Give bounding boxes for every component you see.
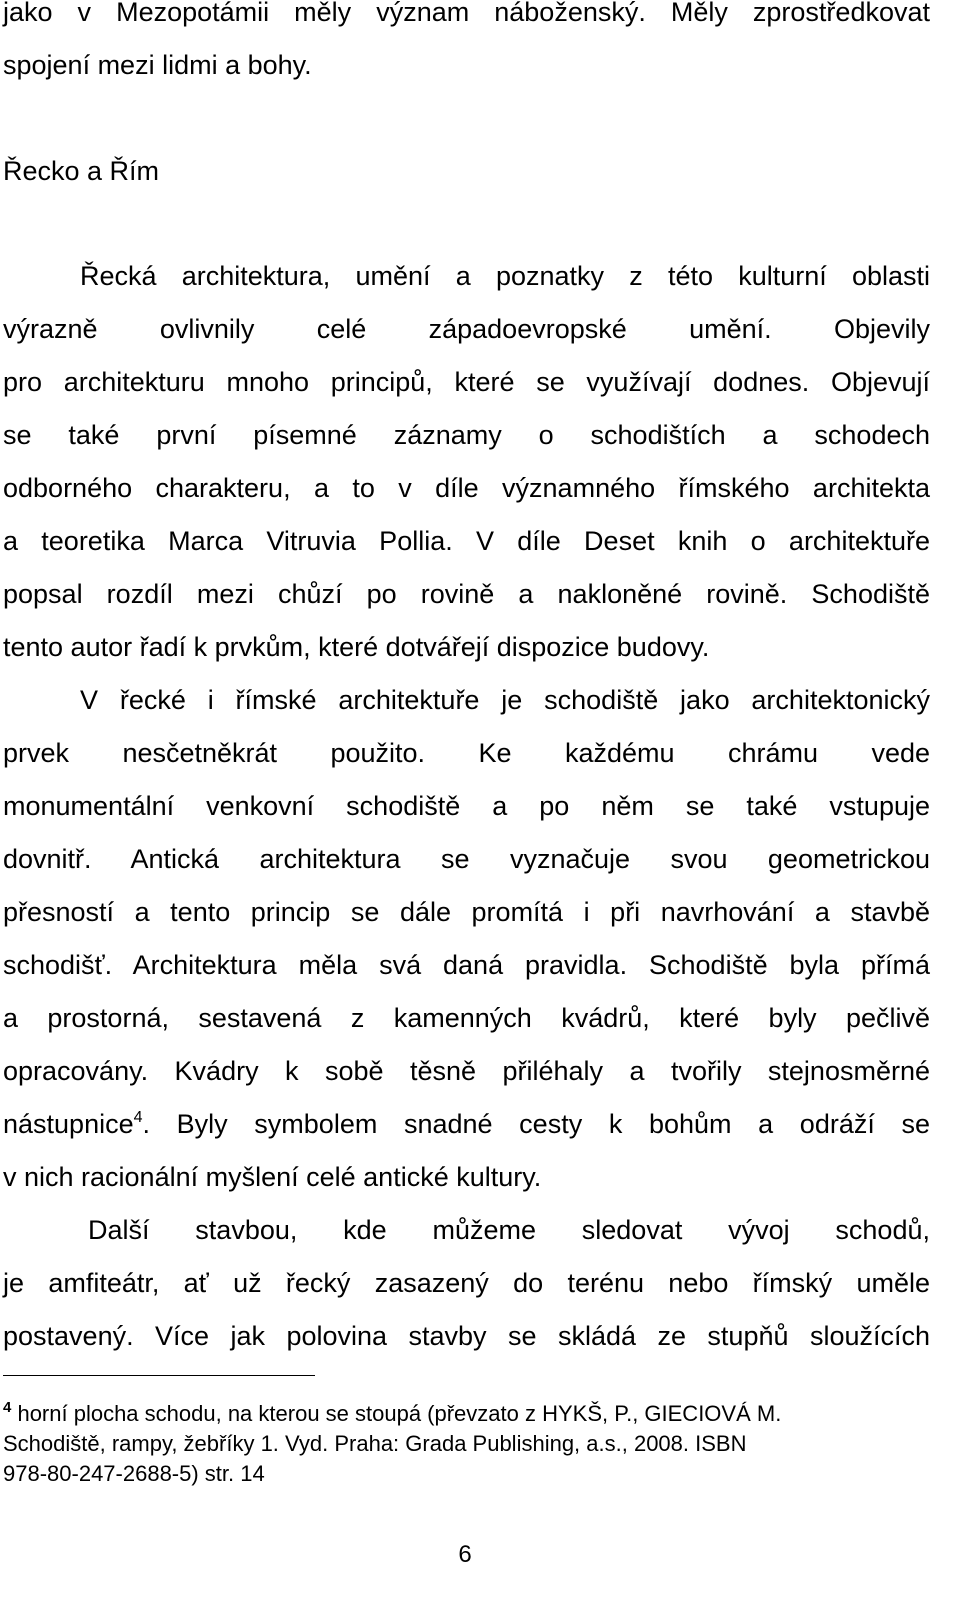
body-text-line: se také první písemné záznamy o schodištích a schodech (3, 420, 930, 450)
footnote-text: horní plocha schodu, na kterou se stoupá (převzato z HYKŠ, P., GIECIOVÁ M. (11, 1401, 782, 1426)
body-text-line: popsal rozdíl mezi chůzí po rovině a nakloněné rovině. Schodiště (3, 579, 930, 609)
body-text-line: monumentální venkovní schodiště a po něm se také vstupuje (3, 791, 930, 821)
body-text-line: postavený. Více jak polovina stavby se skládá ze stupňů sloužících (3, 1321, 930, 1351)
body-text-line: jako v Mezopotámii měly význam náboženský. Měly zprostředkovat (3, 0, 930, 27)
body-text-line: je amfiteátr, ať už řecký zasazený do terénu nebo římský uměle (3, 1268, 930, 1298)
body-text-line: tento autor řadí k prvkům, které dotvářejí dispozice budovy. (3, 632, 710, 662)
footnote-line: Schodiště, rampy, žebříky 1. Vyd. Praha: Grada Publishing, a.s., 2008. ISBN (3, 1431, 747, 1456)
footnote-line (3, 1401, 930, 1427)
body-text-line: přesností a tento princip se dále promítá i při navrhování a stavbě (3, 897, 930, 927)
body-text-line: prvek nesčetněkrát použito. Ke každému chrámu vede (3, 738, 930, 768)
body-text-line: v nich racionální myšlení celé antické kultury. (3, 1162, 542, 1192)
body-text-line: dovnitř. Antická architektura se vyznačuje svou geometrickou (3, 844, 930, 874)
page-number: 6 (458, 1541, 472, 1568)
section-heading: Řecko a Řím (3, 156, 160, 186)
footnote-line: 978-80-247-2688-5) str. 14 (3, 1461, 265, 1486)
body-text-line: Řecká architektura, umění a poznatky z této kulturní oblasti (80, 261, 930, 291)
footnote-separator (3, 1375, 315, 1376)
body-text-fragment: nástupnice (3, 1109, 134, 1139)
body-text-line: a teoretika Marca Vitruvia Pollia. V díle Deset knih o architektuře (3, 526, 930, 556)
body-text-line: odborného charakteru, a to v díle významného římského architekta (3, 473, 930, 503)
body-text-line: pro architekturu mnoho principů, které se využívají dodnes. Objevují (3, 367, 930, 397)
body-text-line (3, 1108, 930, 1140)
body-text-fragment: . Byly symbolem snadné cesty k bohům a odráží se (142, 1109, 930, 1139)
body-text-line: opracovány. Kvádry k sobě těsně přiléhaly a tvořily stejnosměrné (3, 1056, 930, 1086)
body-text-line: V řecké i římské architektuře je schodiště jako architektonický (80, 685, 930, 715)
footnote-mark: 4 (3, 1399, 12, 1416)
body-text-line: Další stavbou, kde můžeme sledovat vývoj schodů, (88, 1215, 930, 1245)
body-text-line: schodišť. Architektura měla svá daná pravidla. Schodiště byla přímá (3, 950, 930, 980)
body-text-line: spojení mezi lidmi a bohy. (3, 50, 312, 80)
body-text-line: a prostorná, sestavená z kamenných kvádrů, které byly pečlivě (3, 1003, 930, 1033)
body-text-line: výrazně ovlivnily celé západoevropské umění. Objevily (3, 314, 930, 344)
footnote-reference: 4 (133, 1109, 143, 1126)
